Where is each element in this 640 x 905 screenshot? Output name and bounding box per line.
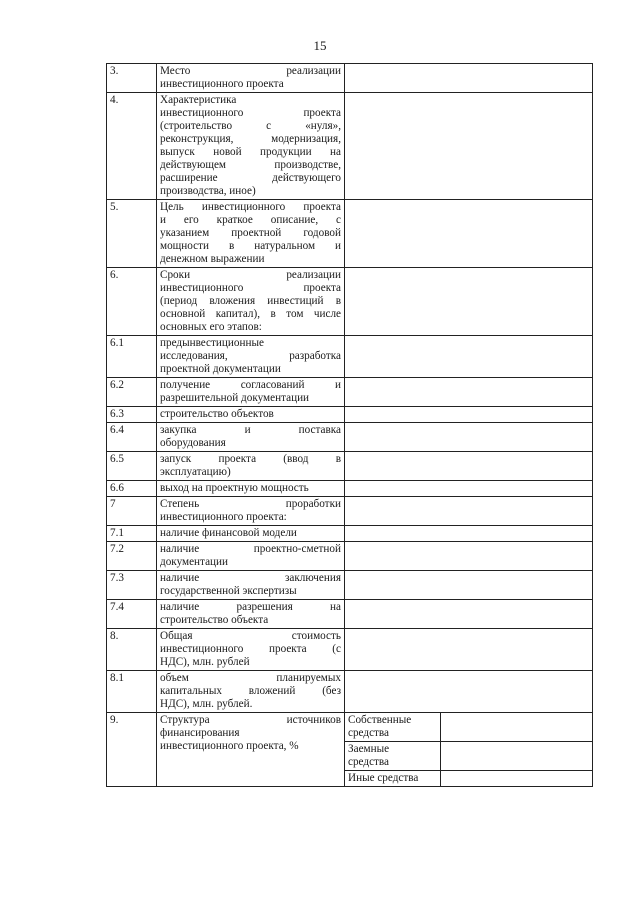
- row-number: 4.: [107, 93, 157, 200]
- funding-source-label: [345, 742, 441, 771]
- row-description: [157, 542, 345, 571]
- row-number: 6.: [107, 268, 157, 336]
- text-line: документации: [160, 556, 228, 568]
- row-description: [157, 571, 345, 600]
- row-description: [157, 336, 345, 378]
- table-row: [107, 629, 593, 671]
- row-value-field[interactable]: [345, 629, 593, 671]
- row-value-field[interactable]: [345, 268, 593, 336]
- text-line: основных его этапов:: [160, 321, 262, 333]
- text-line: инвестиционного проекта (с: [160, 643, 341, 655]
- text-line: Сроки реализации: [160, 269, 341, 281]
- text-line: предынвестиционные: [160, 337, 264, 349]
- row-number: 7: [107, 497, 157, 526]
- text-line: эксплуатацию): [160, 466, 231, 478]
- text-line: производства, иное): [160, 185, 256, 197]
- text-line: расширение действующего: [160, 172, 341, 184]
- text-line: и его краткое описание, с: [160, 214, 341, 226]
- text-line: (период вложения инвестиций в: [160, 295, 341, 307]
- row-value-field[interactable]: [345, 64, 593, 93]
- text-line: наличие финансовой модели: [160, 527, 297, 539]
- row-value-field[interactable]: [345, 93, 593, 200]
- text-line: строительство объектов: [160, 408, 274, 420]
- row-description: [157, 378, 345, 407]
- row-description: [157, 423, 345, 452]
- text-line: инвестиционного проекта: [160, 282, 341, 294]
- row-description: [157, 268, 345, 336]
- text-line: исследования, разработка: [160, 350, 341, 362]
- row-number: 6.5: [107, 452, 157, 481]
- text-line: (строительство с «нуля»,: [160, 120, 341, 132]
- row-value-field[interactable]: [345, 481, 593, 497]
- text-line: Место реализации: [160, 65, 341, 77]
- table-row: [107, 452, 593, 481]
- table-row: [107, 200, 593, 268]
- row-description: [157, 713, 345, 787]
- row-number: 6.6: [107, 481, 157, 497]
- page-number: 15: [313, 38, 327, 53]
- row-value-field[interactable]: [345, 542, 593, 571]
- text-line: указанием проектной годовой: [160, 227, 341, 239]
- table-row: [107, 671, 593, 713]
- text-line: мощности в натуральном и: [160, 240, 341, 252]
- text-line: финансирования: [160, 727, 240, 739]
- text-line: наличие разрешения на: [160, 601, 341, 613]
- row-description: [157, 671, 345, 713]
- table-row: [107, 481, 593, 497]
- table-row: [107, 64, 593, 93]
- text-line: государственной экспертизы: [160, 585, 297, 597]
- table-row: [107, 93, 593, 200]
- funding-source-label: [345, 771, 441, 787]
- text-line: Общая стоимость: [160, 630, 341, 642]
- row-description: [157, 407, 345, 423]
- text-line: закупка и поставка: [160, 424, 341, 436]
- row-description: [157, 481, 345, 497]
- row-number: 5.: [107, 200, 157, 268]
- text-line: объем планируемых: [160, 672, 341, 684]
- text-line: наличие заключения: [160, 572, 341, 584]
- text-line: выпуск новой продукции на: [160, 146, 341, 158]
- row-number: 7.1: [107, 526, 157, 542]
- text-line: денежном выражении: [160, 253, 265, 265]
- text-line: НДС), млн. рублей: [160, 656, 250, 668]
- row-value-field[interactable]: [345, 497, 593, 526]
- row-value-field[interactable]: [345, 526, 593, 542]
- row-value-field[interactable]: [345, 423, 593, 452]
- row-number: 7.2: [107, 542, 157, 571]
- text-line: Заемные: [348, 743, 390, 755]
- table-row: [107, 571, 593, 600]
- row-value-field[interactable]: [345, 407, 593, 423]
- row-description: [157, 526, 345, 542]
- text-line: инвестиционного проекта:: [160, 511, 287, 523]
- funding-source-value-field[interactable]: [441, 771, 593, 787]
- text-line: строительство объекта: [160, 614, 269, 626]
- text-line: НДС), млн. рублей.: [160, 698, 253, 710]
- text-line: инвестиционного проекта: [160, 78, 284, 90]
- table-row: [107, 407, 593, 423]
- row-value-field[interactable]: [345, 571, 593, 600]
- row-description: [157, 600, 345, 629]
- funding-source-value-field[interactable]: [441, 713, 593, 742]
- row-number: 6.2: [107, 378, 157, 407]
- table-row: [107, 542, 593, 571]
- row-value-field[interactable]: [345, 600, 593, 629]
- row-number: 7.4: [107, 600, 157, 629]
- text-line: наличие проектно-сметной: [160, 543, 341, 555]
- investment-project-form-table: [106, 63, 593, 787]
- row-description: [157, 93, 345, 200]
- row-number: 9.: [107, 713, 157, 787]
- row-number: 7.3: [107, 571, 157, 600]
- text-line: основной капитал), в том числе: [160, 308, 341, 320]
- row-number: 8.1: [107, 671, 157, 713]
- text-line: Цель инвестиционного проекта: [160, 201, 341, 213]
- row-number: 6.1: [107, 336, 157, 378]
- row-number: 6.4: [107, 423, 157, 452]
- row-description: [157, 64, 345, 93]
- text-line: проектной документации: [160, 363, 281, 375]
- table-row: [107, 600, 593, 629]
- table-row: [107, 336, 593, 378]
- funding-source-value-field[interactable]: [441, 742, 593, 771]
- text-line: запуск проекта (ввод в: [160, 453, 341, 465]
- row-number: 6.3: [107, 407, 157, 423]
- text-line: средства: [348, 756, 390, 768]
- text-line: капитальных вложений (без: [160, 685, 341, 697]
- text-line: получение согласований и: [160, 379, 341, 391]
- text-line: реконструкция, модернизация,: [160, 133, 341, 145]
- row-value-field[interactable]: [345, 671, 593, 713]
- text-line: Собственные: [348, 714, 412, 726]
- row-value-field[interactable]: [345, 452, 593, 481]
- text-line: Структура источников: [160, 714, 341, 726]
- row-number: 3.: [107, 64, 157, 93]
- text-line: оборудования: [160, 437, 226, 449]
- text-line: действующем производстве,: [160, 159, 341, 171]
- row-value-field[interactable]: [345, 200, 593, 268]
- text-line: Степень проработки: [160, 498, 341, 510]
- row-description: [157, 452, 345, 481]
- row-description: [157, 629, 345, 671]
- text-line: Характеристика: [160, 94, 237, 106]
- text-line: инвестиционного проекта: [160, 107, 341, 119]
- row-number: 8.: [107, 629, 157, 671]
- table-row: [107, 423, 593, 452]
- table-row: [107, 268, 593, 336]
- text-line: разрешительной документации: [160, 392, 310, 404]
- row-description: [157, 200, 345, 268]
- row-description: [157, 497, 345, 526]
- table-row: [107, 497, 593, 526]
- funding-source-label: [345, 713, 441, 742]
- text-line: выход на проектную мощность: [160, 482, 309, 494]
- text-line: инвестиционного проекта, %: [160, 740, 299, 752]
- table-row: [107, 378, 593, 407]
- row-value-field[interactable]: [345, 336, 593, 378]
- text-line: средства: [348, 727, 390, 739]
- row-value-field[interactable]: [345, 378, 593, 407]
- table-row: [107, 526, 593, 542]
- text-line: Иные средства: [348, 772, 419, 784]
- table-row: [107, 713, 593, 742]
